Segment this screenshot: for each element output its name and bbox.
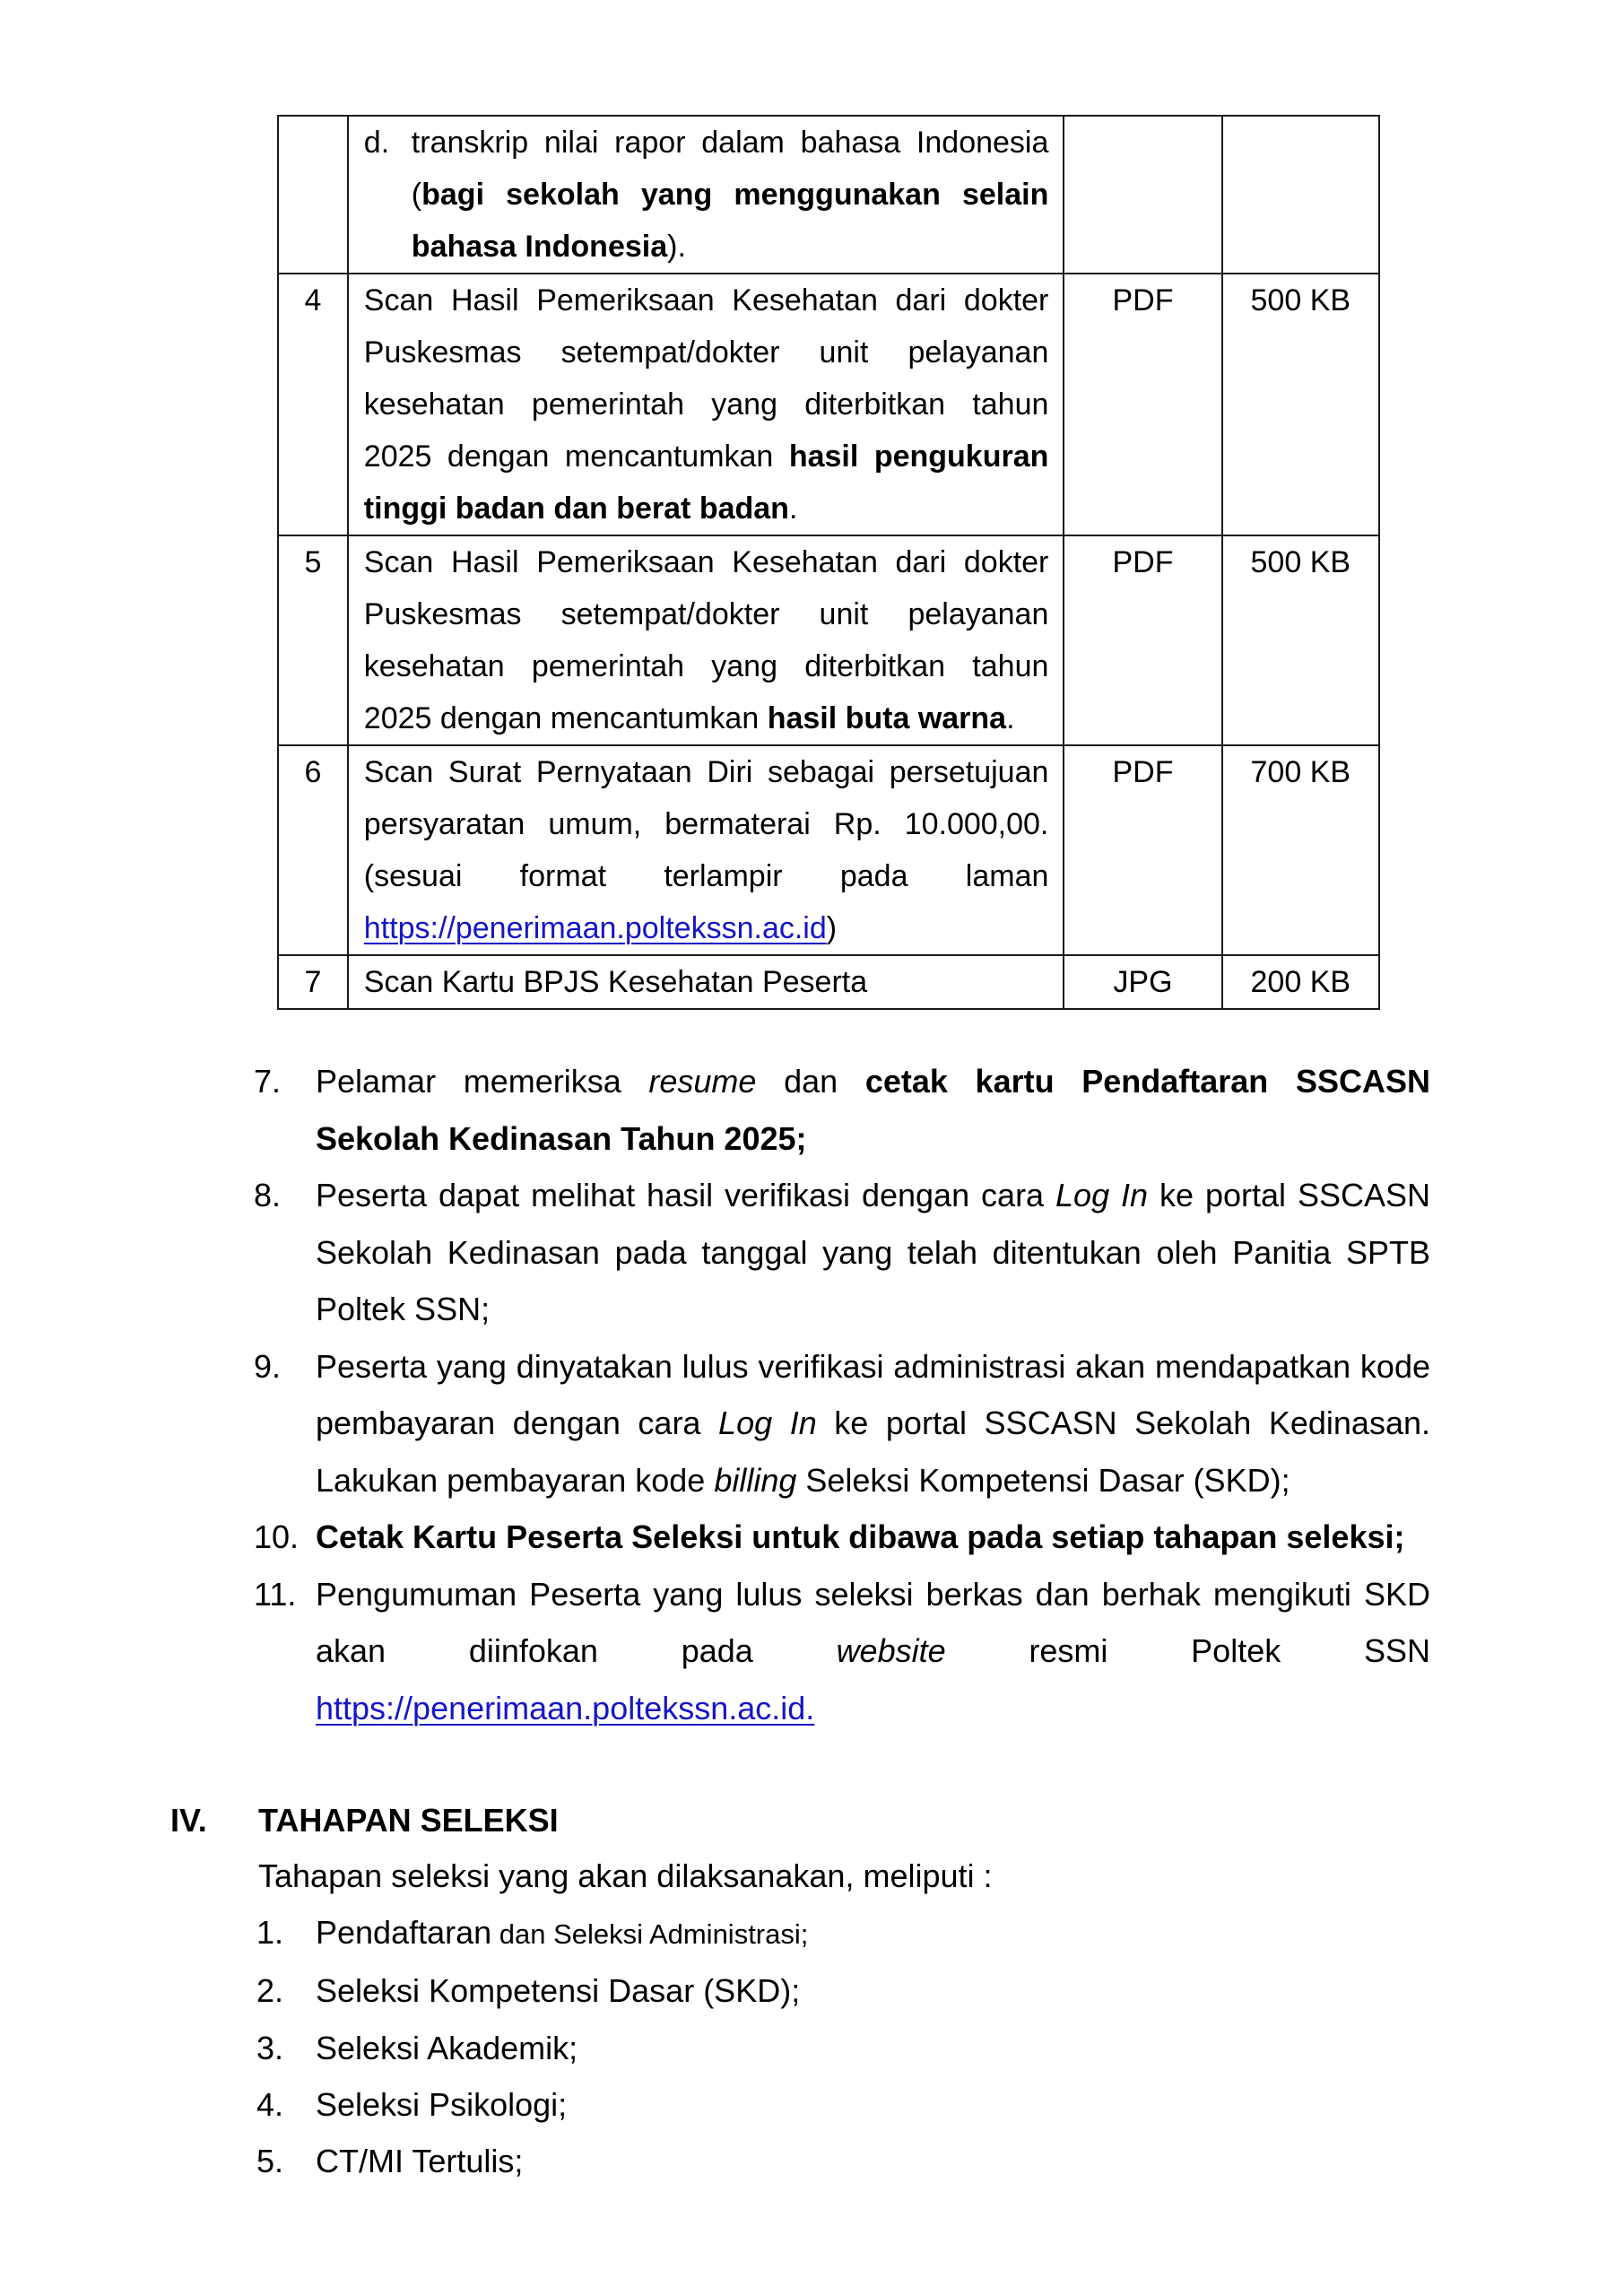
stage-text <box>316 2133 808 2189</box>
row-number: 5 <box>278 535 348 745</box>
list-item <box>254 1053 1430 1167</box>
stage-item <box>256 2133 808 2189</box>
list-number: 9. <box>254 1347 282 1385</box>
table-row <box>278 274 1379 535</box>
selection-stages-list <box>256 1904 808 2189</box>
table-row <box>278 535 1379 745</box>
website-link[interactable]: https://penerimaan.poltekssn.ac.id <box>363 911 827 945</box>
stage-number: 1. <box>256 1914 284 1951</box>
section-intro: Tahapan seleksi yang akan dilaksanakan, meliputi : <box>258 1857 993 1894</box>
table-row <box>278 745 1379 955</box>
text-segment: Scan Hasil Pemeriksaan Kesehatan dari dokter Puskesmas setempat/dokter unit pelayanan kesehatan pemerintah yang diterbitkan tahun 2025 dengan mencantumkan <box>363 545 1049 735</box>
text-segment: ). <box>667 230 686 264</box>
list-number: 8. <box>254 1177 282 1213</box>
text-segment: Scan Surat Pernyataan Diri sebagai persetujuan persyaratan umum, bermaterai Rp. 10.000,00. (sesuai format terlampir pada laman <box>363 755 1049 893</box>
text-segment: CT/MI Tertulis; <box>316 2143 524 2180</box>
section-number: IV. <box>170 1802 207 1839</box>
file-type: PDF <box>1064 274 1221 535</box>
stage-number: 2. <box>256 1972 284 2010</box>
section-heading <box>170 1792 559 1848</box>
text-segment: Peserta yang dinyatakan lulus verifikasi administrasi akan mendapatkan kode pembayaran dengan cara <box>316 1347 1430 1441</box>
stage-number: 4. <box>256 2085 284 2123</box>
registration-steps-list <box>254 1053 1430 1736</box>
stage-text <box>316 2020 808 2076</box>
text-segment: Scan Kartu BPJS Kesehatan Peserta <box>363 965 868 999</box>
text-segment: . <box>788 491 798 526</box>
stage-text <box>316 2076 808 2133</box>
document-description <box>348 274 1064 535</box>
stage-text <box>316 1962 808 2019</box>
row-number: 6 <box>278 745 348 955</box>
max-file-size <box>1222 116 1379 274</box>
text-segment: Pengumuman Peserta yang lulus seleksi berkas dan berhak mengikuti SKD akan diinfokan pada <box>316 1575 1430 1669</box>
text-segment: . <box>1006 701 1015 735</box>
text-segment: Scan Hasil Pemeriksaan Kesehatan dari dokter Puskesmas setempat/dokter unit pelayanan kesehatan pemerintah yang diterbitkan tahun 2025 dengan mencantumkan <box>363 283 1049 474</box>
website-link[interactable]: https://penerimaan.poltekssn.ac.id. <box>316 1689 815 1726</box>
document-description <box>348 955 1064 1009</box>
bold-text: hasil buta warna <box>767 701 1007 735</box>
list-number: 7. <box>254 1063 282 1100</box>
sub-item-letter: d. <box>363 126 390 160</box>
text-segment: Seleksi Kompetensi Dasar (SKD); <box>316 1972 801 2010</box>
italic-text: billing <box>714 1461 797 1499</box>
row-number: 7 <box>278 955 348 1009</box>
italic-text: Log In <box>718 1405 817 1441</box>
document-description <box>348 745 1064 955</box>
table-row <box>278 955 1379 1009</box>
sub-item-text <box>412 117 1049 273</box>
list-item <box>254 1338 1430 1509</box>
bold-text: hasil pengukuran tinggi badan dan berat badan <box>363 439 1049 526</box>
list-text <box>316 1566 1430 1737</box>
text-segment: Seleksi Kompetensi Dasar (SKD); <box>796 1461 1290 1499</box>
text-segment: Seleksi Akademik; <box>316 2029 578 2066</box>
italic-text: Log In <box>1055 1177 1149 1213</box>
stage-item <box>256 2076 808 2133</box>
list-item <box>254 1566 1430 1737</box>
text-segment: transkrip nilai rapor dalam bahasa Indonesia ( <box>411 126 1049 212</box>
stage-number: 3. <box>256 2029 284 2066</box>
max-file-size: 700 KB <box>1222 745 1379 955</box>
max-file-size: 200 KB <box>1222 955 1379 1009</box>
list-text <box>316 1509 1430 1566</box>
text-segment: Pelamar memeriksa <box>316 1063 649 1100</box>
row-number: 4 <box>278 274 348 535</box>
sub-item <box>364 117 1049 273</box>
row-number <box>278 116 348 274</box>
max-file-size: 500 KB <box>1222 535 1379 745</box>
stage-item <box>256 2020 808 2076</box>
italic-text: website <box>836 1632 946 1669</box>
text-segment: Pendaftaran <box>316 1914 492 1951</box>
section-title: TAHAPAN SELEKSI <box>258 1802 559 1839</box>
text-segment: ) <box>826 911 838 945</box>
stage-item <box>256 1904 808 1962</box>
table-row <box>278 116 1379 274</box>
stage-item <box>256 1962 808 2019</box>
list-number: 10. <box>254 1518 300 1555</box>
list-item <box>254 1509 1430 1566</box>
document-description <box>348 116 1064 274</box>
stage-text <box>316 1904 808 1962</box>
list-text <box>316 1167 1430 1338</box>
text-segment: ke portal SSCASN Sekolah Kedinasan pada tanggal yang telah ditentukan oleh Panitia SPTB Poltek SSN; <box>316 1177 1431 1327</box>
file-type <box>1064 116 1221 274</box>
document-description <box>348 535 1064 745</box>
text-segment: Peserta dapat melihat hasil verifikasi dengan cara <box>316 1177 1056 1213</box>
file-type: PDF <box>1064 745 1221 955</box>
italic-text: resume <box>648 1063 757 1100</box>
list-text <box>316 1053 1430 1167</box>
list-text <box>316 1338 1430 1509</box>
max-file-size: 500 KB <box>1222 274 1379 535</box>
bold-text: Cetak Kartu Peserta Seleksi untuk dibawa pada setiap tahapan seleksi; <box>316 1518 1405 1555</box>
text-segment: Seleksi Psikologi; <box>316 2085 568 2123</box>
requirements-table <box>277 115 1380 1010</box>
text-segment: dan Seleksi Administrasi; <box>491 1918 809 1950</box>
file-type: JPG <box>1064 955 1221 1009</box>
text-segment: dan <box>756 1063 865 1100</box>
file-type: PDF <box>1064 535 1221 745</box>
text-segment: resmi Poltek SSN <box>945 1632 1430 1669</box>
stage-number: 5. <box>256 2143 284 2180</box>
list-item <box>254 1167 1430 1338</box>
list-number: 11. <box>254 1575 297 1613</box>
text-segment: ke portal SSCASN Sekolah Kedinasan. Lakukan pembayaran kode <box>316 1405 1430 1499</box>
bold-text: cetak kartu Pendaftaran SSCASN Sekolah Kedinasan Tahun 2025; <box>316 1063 1430 1157</box>
bold-text: bagi sekolah yang menggunakan selain bahasa Indonesia <box>411 178 1049 264</box>
